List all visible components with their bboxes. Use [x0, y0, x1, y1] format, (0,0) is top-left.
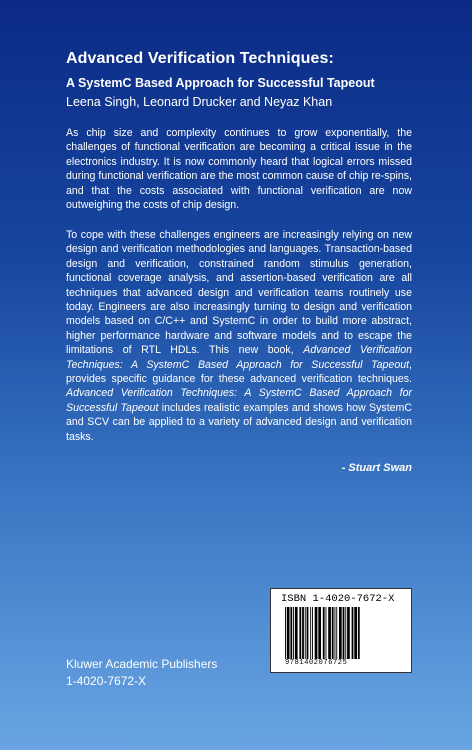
barcode-bar — [328, 607, 331, 659]
blurb-paragraph-2 — [66, 228, 412, 444]
blurb-text: To cope with these challenges engineers are increasingly relying on new design and verification methodologies and languages. Transaction-based design and verification, constrained random stimulus generation, functional coverage analysis, and assertion-based verification are all techniques that advanced design and verification teams routinely use today. Engineers are also increasingly turning to design and verification models based on C/C++ and SystemC in order to build more abstract, higher performance hardware and software models and to escape the limitations of RTL HDLs. This new book, — [66, 229, 412, 357]
barcode-bar — [307, 607, 309, 659]
barcode-bar — [315, 607, 318, 659]
blurb-text: includes realistic examples and shows how SystemC and SCV can be applied to a variety of advanced design and verification tasks. — [66, 401, 413, 443]
barcode-bar — [343, 607, 345, 659]
quote-attribution: - Stuart Swan — [341, 462, 412, 474]
barcode-bar — [335, 607, 336, 659]
barcode-bar — [354, 607, 357, 659]
barcode-bar — [352, 607, 354, 659]
barcode-bar — [332, 607, 334, 659]
barcode-bar — [295, 607, 298, 659]
barcode-isbn-label: ISBN 1-4020-7672-X — [281, 593, 395, 605]
barcode-bar — [299, 607, 301, 659]
publisher-name: Kluwer Academic Publishers — [66, 657, 218, 671]
publisher-isbn: 1-4020-7672-X — [66, 674, 147, 688]
barcode-bar — [318, 607, 321, 659]
barcode-bar — [339, 607, 342, 659]
barcode-bar — [336, 607, 337, 659]
book-title: Advanced Verification Techniques: — [66, 50, 334, 67]
barcode-bar — [302, 607, 304, 659]
blurb-paragraph-1: As chip size and complexity continues to grow exponentially, the challenges of functional verification are becoming a critical issue in the electronics industry. It is now commonly heard that logical errors missed during functional verification are the most common cause of chip re-spins, and that the costs associated with functional verification are now outweighing the costs of chip design. — [66, 127, 412, 212]
barcode-bar — [326, 607, 327, 659]
book-authors: Leena Singh, Leonard Drucker and Neyaz Khan — [66, 95, 333, 109]
barcode-bar — [345, 607, 346, 659]
barcode-bar — [323, 607, 325, 659]
barcode-number: 9781402076725 — [285, 659, 348, 667]
barcode-bar — [293, 607, 294, 659]
barcode-bar — [358, 607, 360, 659]
barcode-bars — [285, 607, 397, 659]
barcode-bar — [347, 607, 350, 659]
blurb-text: , provides specific guidance for these advanced verification techniques. — [66, 358, 412, 386]
barcode-bar — [310, 607, 311, 659]
barcode-block — [270, 588, 412, 673]
barcode-bar — [285, 607, 286, 659]
barcode-bar — [290, 607, 292, 659]
book-subtitle: A SystemC Based Approach for Successful Tapeout — [66, 76, 375, 90]
barcode-bar — [287, 607, 290, 659]
book-title-italic: Advanced Verification Techniques: A SystemC Based Approach for Successful Tapeout — [66, 387, 412, 414]
book-title-italic: Advanced Verification Techniques: A SystemC Based Approach for Successful Tapeout — [66, 344, 412, 371]
barcode-bar — [312, 607, 313, 659]
barcode-bar — [305, 607, 306, 659]
